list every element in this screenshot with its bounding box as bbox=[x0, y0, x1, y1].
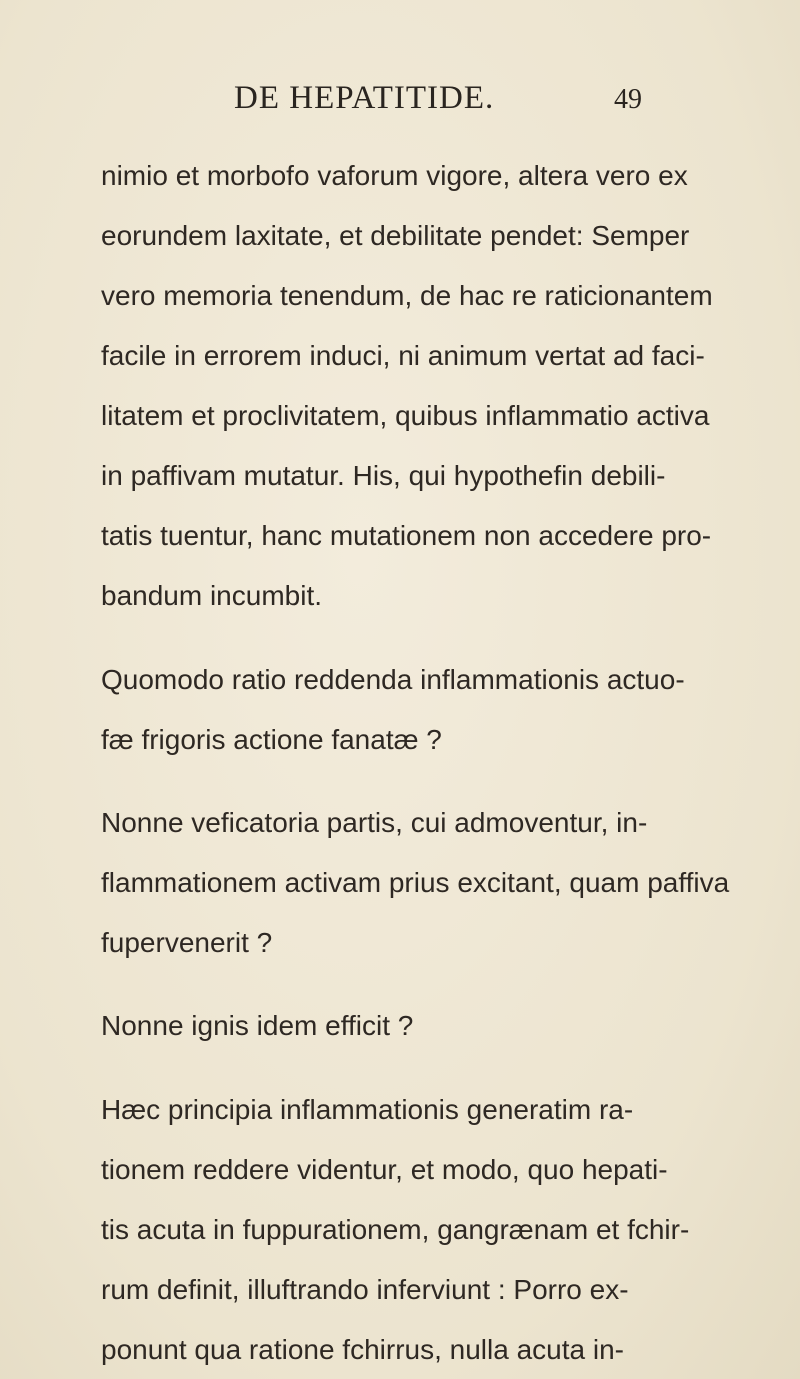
page-number: 49 bbox=[614, 84, 642, 115]
text-line: fupervenerit ? bbox=[101, 927, 273, 958]
running-header: DE HEPATITIDE. bbox=[234, 80, 495, 116]
text-line: litatem et proclivitatem, quibus inflammatio activa bbox=[101, 400, 710, 431]
text-line: Hæc principia inflammationis generatim ra- bbox=[101, 1094, 634, 1125]
text-line: facile in errorem induci, ni animum vertat ad faci- bbox=[101, 340, 705, 371]
text-line: Nonne veficatoria partis, cui admoventur, in- bbox=[101, 807, 648, 838]
text-line: Quomodo ratio reddenda inflammationis actuo- bbox=[101, 664, 685, 695]
text-line: in paffivam mutatur. His, qui hypothefin debili- bbox=[101, 460, 666, 491]
text-line: ponunt qua ratione fchirrus, nulla acuta in- bbox=[101, 1334, 624, 1365]
text-line: nimio et morbofo vaforum vigore, altera vero ex bbox=[101, 160, 688, 191]
text-line: Nonne ignis idem efficit ? bbox=[101, 1010, 414, 1041]
text-line: rum definit, illuftrando inferviunt : Porro ex- bbox=[101, 1274, 629, 1305]
text-line: eorundem laxitate, et debilitate pendet: Semper bbox=[101, 220, 690, 251]
text-line: tionem reddere videntur, et modo, quo hepati- bbox=[101, 1154, 668, 1185]
text-line: tis acuta in fuppurationem, gangrænam et fchir- bbox=[101, 1214, 690, 1245]
text-line: tatis tuentur, hanc mutationem non accedere pro- bbox=[101, 520, 712, 551]
text-line: bandum incumbit. bbox=[101, 580, 323, 611]
text-line: vero memoria tenendum, de hac re raticionantem bbox=[101, 280, 713, 311]
text-line: flammationem activam prius excitant, quam paffiva bbox=[101, 867, 730, 898]
text-line: fæ frigoris actione fanatæ ? bbox=[101, 724, 442, 755]
